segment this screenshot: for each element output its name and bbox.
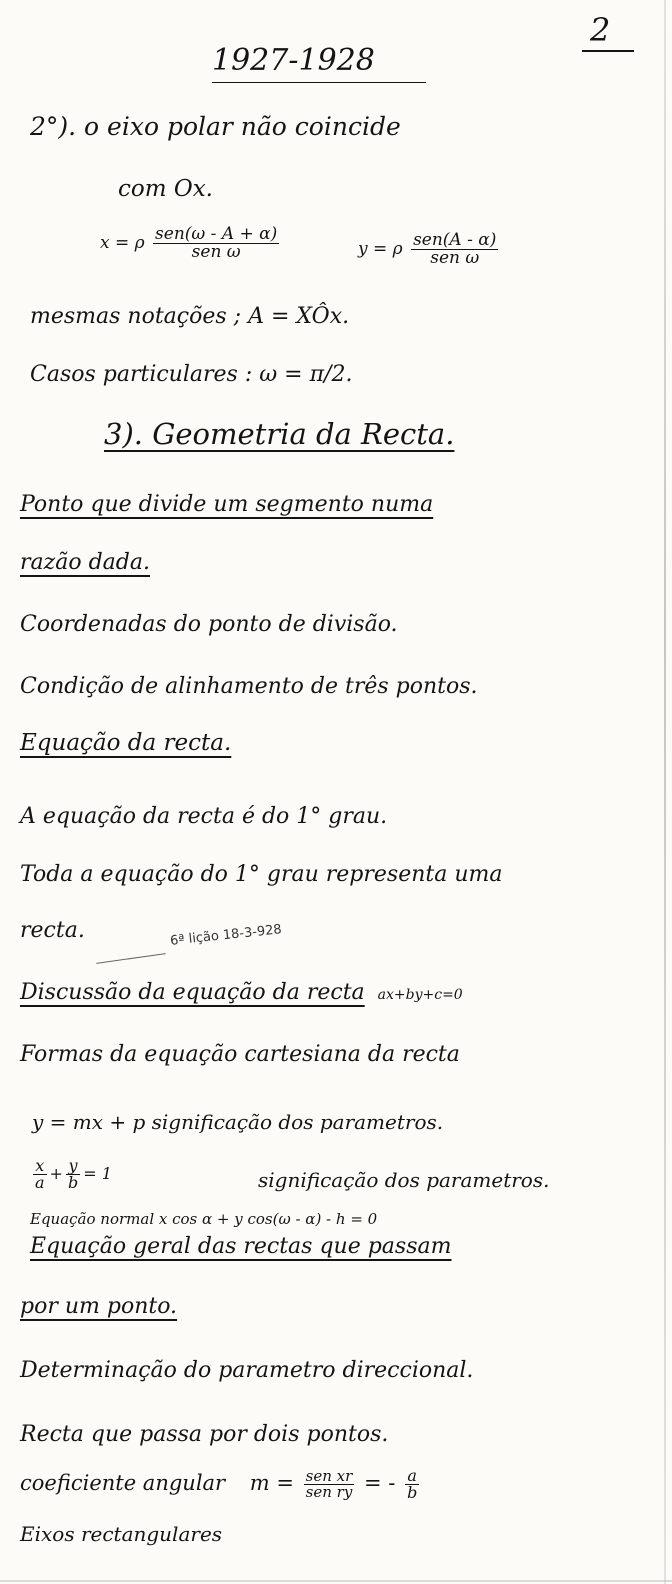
slope-fraction: [304, 1469, 355, 1500]
denominator: b: [67, 1173, 79, 1192]
general-equation: ax+by+c=0: [377, 987, 463, 1003]
normal-form: Equação normal x cos α + y cos(ω - α) - h = 0: [30, 1210, 378, 1228]
text-line: significação dos parametros.: [258, 1168, 550, 1192]
numerator: a: [405, 1468, 419, 1485]
formula-x-fraction: [153, 226, 279, 261]
lesson-annotation: 6ª lição 18-3-928: [169, 922, 283, 949]
slope-line: [20, 1468, 422, 1501]
frac-x-over-a: [33, 1158, 47, 1191]
text-line: Formas da equação cartesiana da recta: [20, 1042, 460, 1067]
denominator: a: [35, 1173, 45, 1192]
text-line: y = mx + p significação dos parametros.: [32, 1110, 444, 1134]
text-line: com Ox.: [118, 176, 213, 202]
text-line: Equação geral das rectas que passam: [30, 1234, 452, 1259]
slope-rhs-prefix: = -: [364, 1471, 396, 1495]
text-line: Coordenadas do ponto de divisão.: [20, 612, 398, 637]
page-edge: [664, 0, 666, 1584]
page-number: 2: [590, 11, 611, 49]
text-line: Toda a equação do 1° grau representa uma: [20, 862, 503, 887]
header-year-range: 1927-1928: [212, 43, 375, 78]
denominator: b: [407, 1483, 418, 1502]
header-underline: [212, 82, 426, 83]
text-line: Ponto que divide um segmento numa: [20, 492, 434, 517]
text-line: mesmas notações ; A = XÔx.: [30, 304, 350, 329]
denominator: sen ry: [305, 1483, 353, 1501]
text-line: A equação da recta é do 1° grau.: [20, 804, 388, 829]
slope-rhs-fraction: [405, 1468, 419, 1501]
text-line: Recta que passa por dois pontos.: [20, 1422, 389, 1447]
formula-x: [100, 226, 282, 261]
segmentary-rhs: = 1: [83, 1164, 112, 1183]
text-line: por um ponto.: [20, 1294, 178, 1319]
annotation-scribble: [96, 953, 165, 964]
numerator: y: [66, 1158, 80, 1175]
formula-x-denominator: sen ω: [191, 242, 241, 262]
text-line: 2°). o eixo polar não coincide: [30, 112, 401, 141]
text-line: Discussão da equação da recta: [20, 980, 365, 1005]
slope-lhs: m =: [249, 1471, 294, 1495]
numerator: sen xr: [304, 1469, 355, 1485]
text-line: Condição de alinhamento de três pontos.: [20, 674, 478, 699]
formula-y-numerator: sen(A - α): [413, 230, 497, 250]
formula-y-fraction: [411, 232, 498, 267]
formula-y-lhs: y = ρ: [358, 239, 403, 259]
segmentary-formula: $\frac{x}{a}$ + $\frac{y}{b}$ = 1: [35, 1156, 112, 1192]
text-line: razão dada.: [20, 550, 150, 575]
page-edge-bottom: [0, 1580, 672, 1582]
text-line: Eixos rectangulares: [20, 1522, 223, 1546]
text-line: recta.: [20, 918, 85, 943]
text-line: Determinação do parametro direccional.: [20, 1358, 474, 1383]
text-line: coeficiente angular: [20, 1471, 226, 1495]
text-line: Casos particulares : ω = π/2.: [30, 362, 353, 387]
discussion-line: [20, 982, 463, 1004]
text-line: Equação da recta.: [20, 730, 232, 756]
page-number-underline: [582, 50, 634, 52]
formula-y: [358, 232, 501, 267]
formula-x-lhs: x = ρ: [100, 233, 145, 253]
formula-y-denominator: sen ω: [430, 248, 480, 268]
numerator: x: [33, 1158, 47, 1175]
formula-x-numerator: sen(ω - A + α): [155, 224, 278, 244]
frac-y-over-b: [66, 1158, 80, 1191]
section-heading: 3). Geometria da Recta.: [104, 417, 455, 451]
